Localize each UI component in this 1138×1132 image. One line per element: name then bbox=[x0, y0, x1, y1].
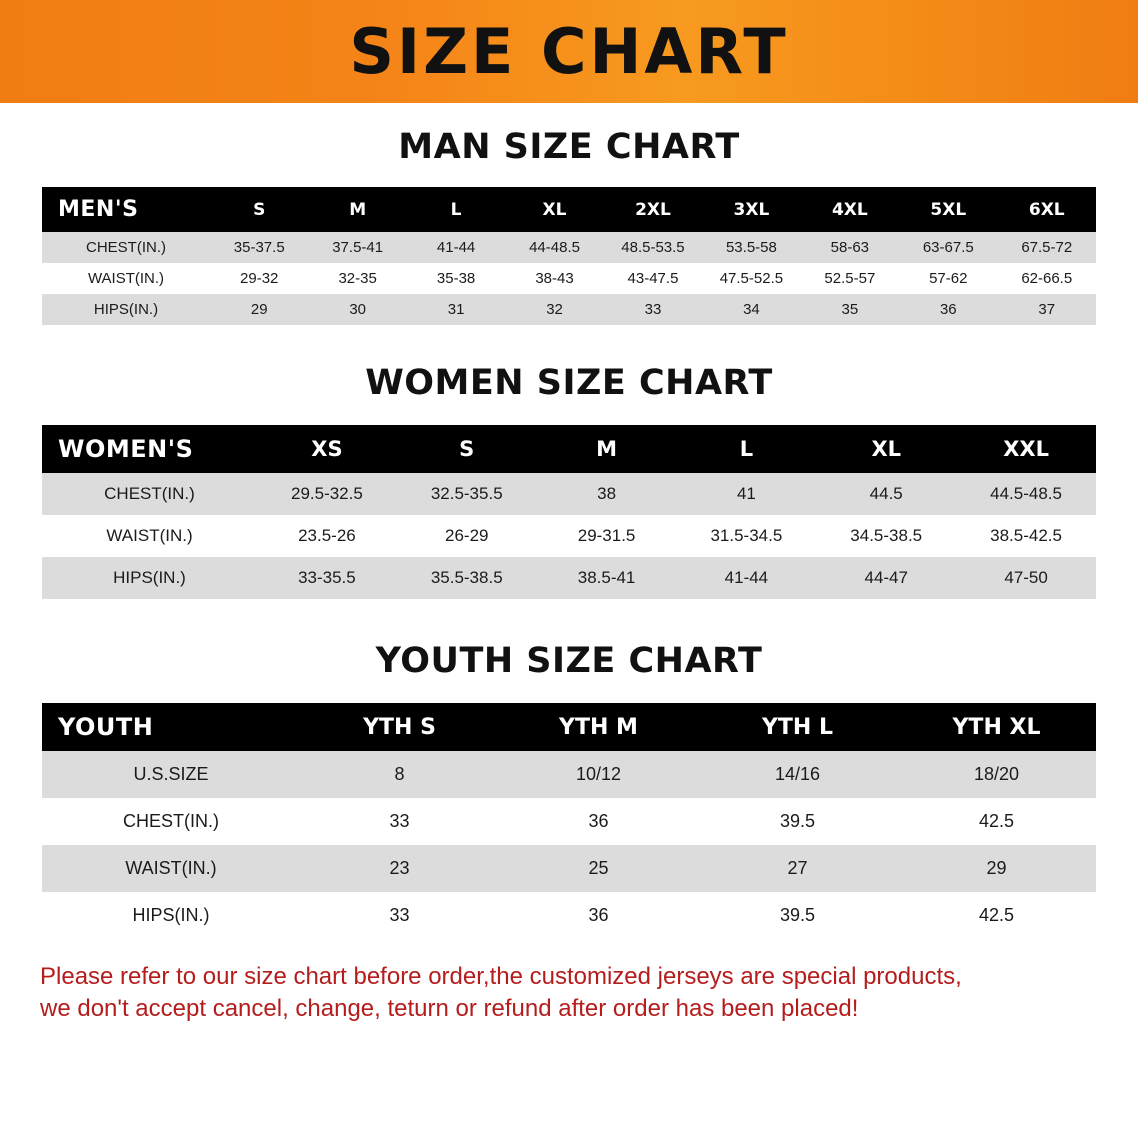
table-cell: 41-44 bbox=[407, 232, 505, 263]
column-header: YTH XL bbox=[897, 703, 1096, 751]
table-row bbox=[42, 232, 1096, 263]
table-cell: 33 bbox=[300, 892, 499, 939]
column-header: S bbox=[397, 425, 537, 473]
column-header: M bbox=[537, 425, 677, 473]
table-cell: 10/12 bbox=[499, 751, 698, 798]
table-cell: 30 bbox=[308, 294, 406, 325]
column-header: WOMEN'S bbox=[42, 425, 257, 473]
table-cell: 67.5-72 bbox=[998, 232, 1097, 263]
row-label: WAIST(IN.) bbox=[42, 263, 210, 294]
disclaimer-note bbox=[40, 961, 1098, 1026]
table-cell: 39.5 bbox=[698, 798, 897, 845]
youth-section-title: YOUTH SIZE CHART bbox=[375, 641, 763, 681]
table-cell: 38.5-41 bbox=[537, 557, 677, 599]
table-cell: 29 bbox=[210, 294, 308, 325]
table-cell: 44.5-48.5 bbox=[956, 473, 1096, 515]
table-cell: 34.5-38.5 bbox=[816, 515, 956, 557]
column-header: XXL bbox=[956, 425, 1096, 473]
table-cell: 48.5-53.5 bbox=[604, 232, 702, 263]
table-cell: 36 bbox=[499, 798, 698, 845]
table-cell: 35 bbox=[801, 294, 899, 325]
table-row bbox=[42, 294, 1096, 325]
column-header: 6XL bbox=[998, 187, 1097, 232]
row-label: U.S.SIZE bbox=[42, 751, 300, 798]
table-cell: 29-31.5 bbox=[537, 515, 677, 557]
table-row bbox=[42, 892, 1096, 939]
table-cell: 14/16 bbox=[698, 751, 897, 798]
table-row bbox=[42, 557, 1096, 599]
youth-table-wrapper bbox=[42, 703, 1096, 939]
table-cell: 41-44 bbox=[676, 557, 816, 599]
table-cell: 35.5-38.5 bbox=[397, 557, 537, 599]
table-cell: 44.5 bbox=[816, 473, 956, 515]
table-cell: 37.5-41 bbox=[308, 232, 406, 263]
table-cell: 44-48.5 bbox=[505, 232, 603, 263]
column-header: XL bbox=[816, 425, 956, 473]
column-header: 3XL bbox=[702, 187, 800, 232]
row-label: WAIST(IN.) bbox=[42, 845, 300, 892]
table-cell: 38 bbox=[537, 473, 677, 515]
column-header: 2XL bbox=[604, 187, 702, 232]
row-label: CHEST(IN.) bbox=[42, 473, 257, 515]
column-header: MEN'S bbox=[42, 187, 210, 232]
table-cell: 33-35.5 bbox=[257, 557, 397, 599]
youth-size-table bbox=[42, 703, 1096, 939]
column-header: 4XL bbox=[801, 187, 899, 232]
table-cell: 29.5-32.5 bbox=[257, 473, 397, 515]
row-label: HIPS(IN.) bbox=[42, 294, 210, 325]
table-cell: 35-37.5 bbox=[210, 232, 308, 263]
table-cell: 63-67.5 bbox=[899, 232, 997, 263]
table-cell: 31 bbox=[407, 294, 505, 325]
table-cell: 32.5-35.5 bbox=[397, 473, 537, 515]
column-header: XS bbox=[257, 425, 397, 473]
table-cell: 34 bbox=[702, 294, 800, 325]
row-label: CHEST(IN.) bbox=[42, 232, 210, 263]
table-cell: 52.5-57 bbox=[801, 263, 899, 294]
man-table-wrapper bbox=[42, 187, 1096, 325]
table-cell: 38.5-42.5 bbox=[956, 515, 1096, 557]
table-cell: 42.5 bbox=[897, 798, 1096, 845]
column-header: XL bbox=[505, 187, 603, 232]
column-header: L bbox=[676, 425, 816, 473]
table-cell: 25 bbox=[499, 845, 698, 892]
table-cell: 37 bbox=[998, 294, 1097, 325]
women-section-title: WOMEN SIZE CHART bbox=[365, 363, 773, 403]
table-cell: 29-32 bbox=[210, 263, 308, 294]
table-cell: 57-62 bbox=[899, 263, 997, 294]
table-row bbox=[42, 263, 1096, 294]
table-cell: 41 bbox=[676, 473, 816, 515]
table-cell: 31.5-34.5 bbox=[676, 515, 816, 557]
table-header-row bbox=[42, 425, 1096, 473]
women-size-table bbox=[42, 425, 1096, 599]
table-cell: 26-29 bbox=[397, 515, 537, 557]
table-cell: 43-47.5 bbox=[604, 263, 702, 294]
man-size-table bbox=[42, 187, 1096, 325]
table-header-row bbox=[42, 703, 1096, 751]
table-cell: 38-43 bbox=[505, 263, 603, 294]
column-header: 5XL bbox=[899, 187, 997, 232]
women-table-wrapper bbox=[42, 425, 1096, 599]
column-header: YTH L bbox=[698, 703, 897, 751]
table-cell: 36 bbox=[899, 294, 997, 325]
row-label: CHEST(IN.) bbox=[42, 798, 300, 845]
column-header: S bbox=[210, 187, 308, 232]
table-cell: 47.5-52.5 bbox=[702, 263, 800, 294]
table-cell: 62-66.5 bbox=[998, 263, 1097, 294]
table-cell: 33 bbox=[300, 798, 499, 845]
table-cell: 18/20 bbox=[897, 751, 1096, 798]
table-cell: 42.5 bbox=[897, 892, 1096, 939]
table-cell: 23 bbox=[300, 845, 499, 892]
table-header-row bbox=[42, 187, 1096, 232]
table-row bbox=[42, 473, 1096, 515]
table-row bbox=[42, 515, 1096, 557]
row-label: HIPS(IN.) bbox=[42, 892, 300, 939]
table-cell: 39.5 bbox=[698, 892, 897, 939]
table-cell: 35-38 bbox=[407, 263, 505, 294]
table-cell: 36 bbox=[499, 892, 698, 939]
table-cell: 29 bbox=[897, 845, 1096, 892]
page-title: SIZE CHART bbox=[349, 14, 789, 88]
row-label: WAIST(IN.) bbox=[42, 515, 257, 557]
column-header: M bbox=[308, 187, 406, 232]
table-row bbox=[42, 845, 1096, 892]
table-row bbox=[42, 751, 1096, 798]
table-cell: 27 bbox=[698, 845, 897, 892]
table-cell: 23.5-26 bbox=[257, 515, 397, 557]
column-header: YTH S bbox=[300, 703, 499, 751]
disclaimer-line-1: Please refer to our size chart before order,the customized jerseys are special products, bbox=[40, 963, 962, 990]
table-cell: 44-47 bbox=[816, 557, 956, 599]
table-cell: 32-35 bbox=[308, 263, 406, 294]
table-cell: 53.5-58 bbox=[702, 232, 800, 263]
table-cell: 33 bbox=[604, 294, 702, 325]
disclaimer-line-2: we don't accept cancel, change, teturn or refund after order has been placed! bbox=[40, 995, 859, 1023]
table-row bbox=[42, 798, 1096, 845]
table-cell: 8 bbox=[300, 751, 499, 798]
banner bbox=[0, 0, 1138, 103]
column-header: YTH M bbox=[499, 703, 698, 751]
table-cell: 58-63 bbox=[801, 232, 899, 263]
column-header: YOUTH bbox=[42, 703, 300, 751]
man-section-title: MAN SIZE CHART bbox=[398, 127, 740, 167]
table-cell: 32 bbox=[505, 294, 603, 325]
table-cell: 47-50 bbox=[956, 557, 1096, 599]
row-label: HIPS(IN.) bbox=[42, 557, 257, 599]
column-header: L bbox=[407, 187, 505, 232]
